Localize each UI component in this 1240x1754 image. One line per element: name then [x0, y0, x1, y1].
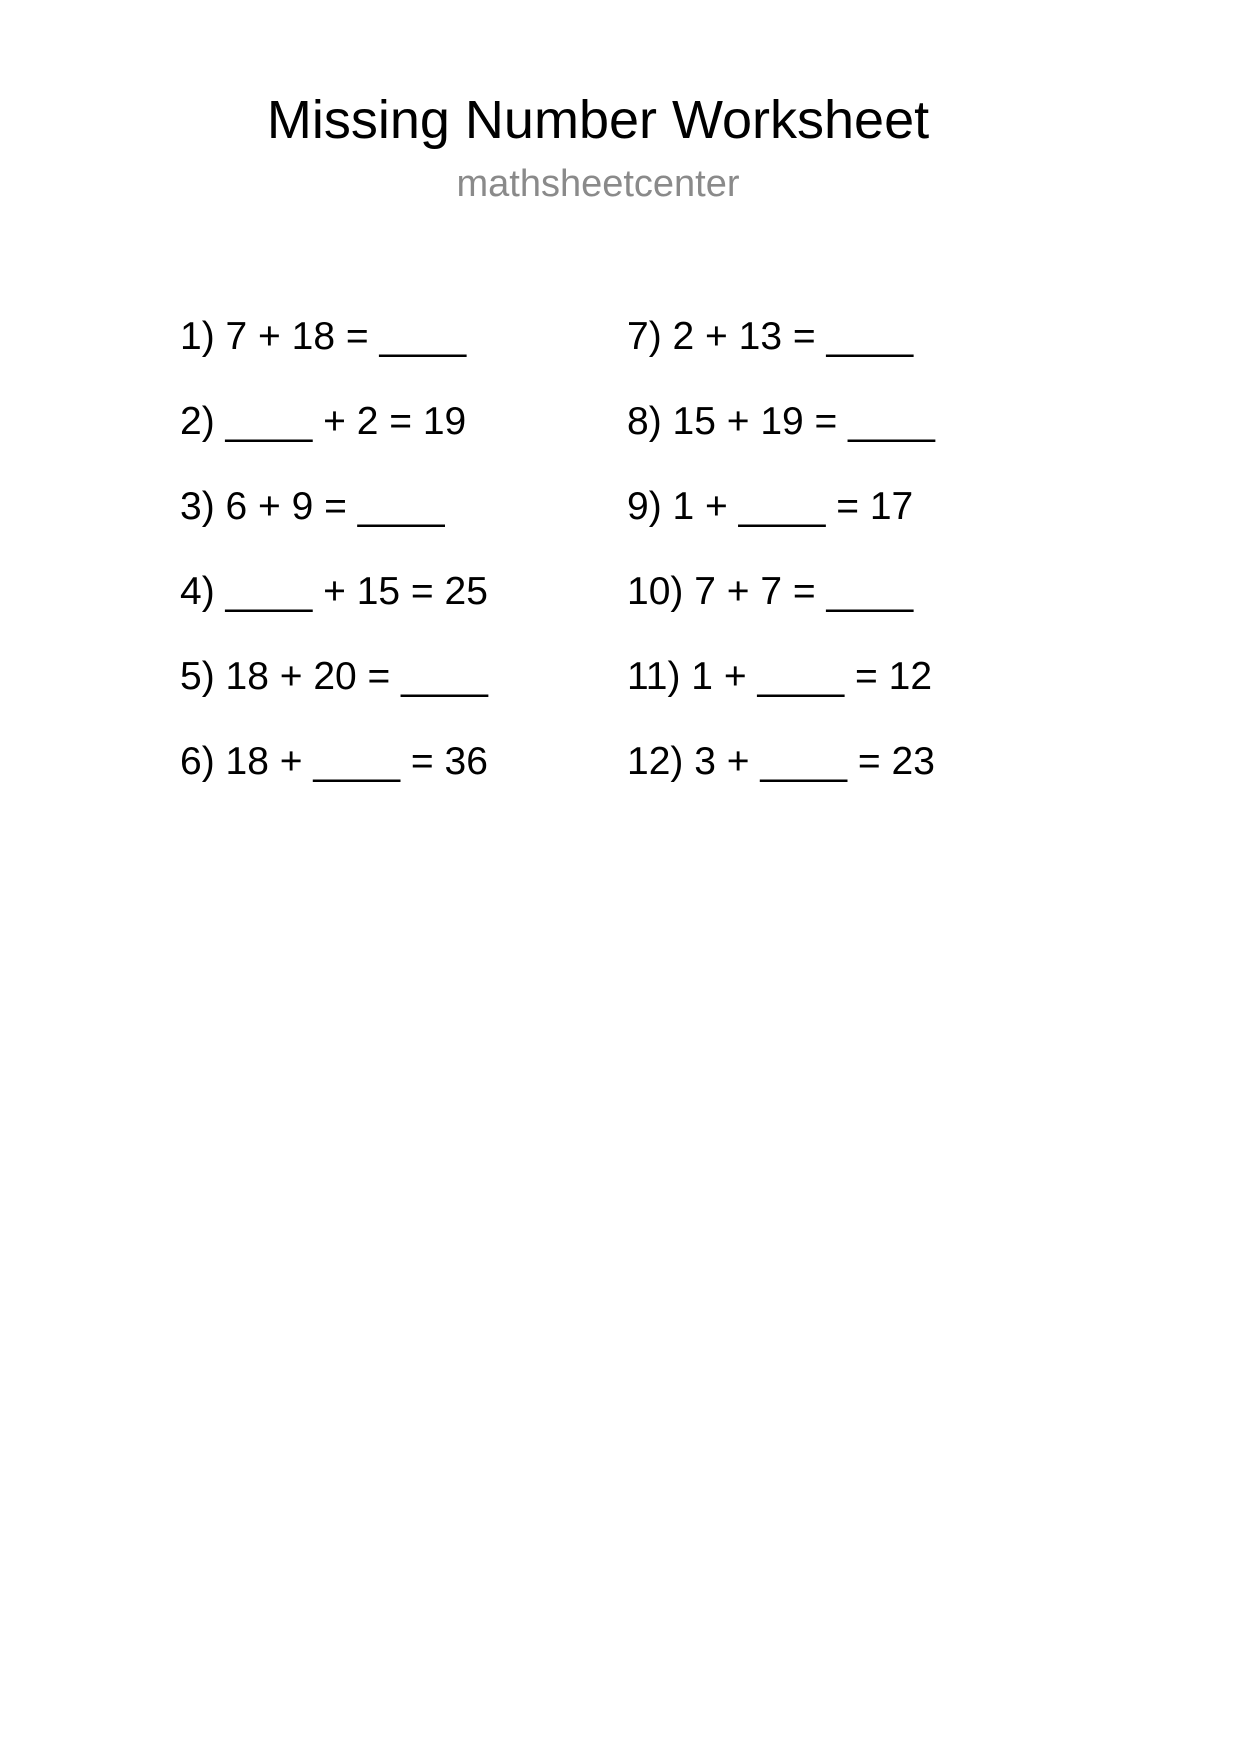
problem-6: 6) 18 + ____ = 36 — [180, 740, 488, 783]
problem-7: 7) 2 + 13 = ____ — [627, 315, 914, 358]
problem-5: 5) 18 + 20 = ____ — [180, 655, 488, 698]
problem-8: 8) 15 + 19 = ____ — [627, 400, 935, 443]
worksheet-title: Missing Number Worksheet — [266, 90, 930, 150]
problem-2: 2) ____ + 2 = 19 — [180, 400, 467, 443]
problem-11: 11) 1 + ____ = 12 — [627, 655, 933, 698]
problem-10: 10) 7 + 7 = ____ — [627, 570, 914, 613]
problem-9: 9) 1 + ____ = 17 — [627, 485, 914, 528]
problem-3: 3) 6 + 9 = ____ — [180, 485, 445, 528]
worksheet-source: mathsheetcenter — [456, 163, 740, 205]
problem-12: 12) 3 + ____ = 23 — [627, 740, 935, 783]
problem-column-right — [627, 312, 935, 822]
problem-column-left — [180, 312, 488, 822]
problem-4: 4) ____ + 15 = 25 — [180, 570, 488, 613]
problem-1: 1) 7 + 18 = ____ — [180, 315, 467, 358]
